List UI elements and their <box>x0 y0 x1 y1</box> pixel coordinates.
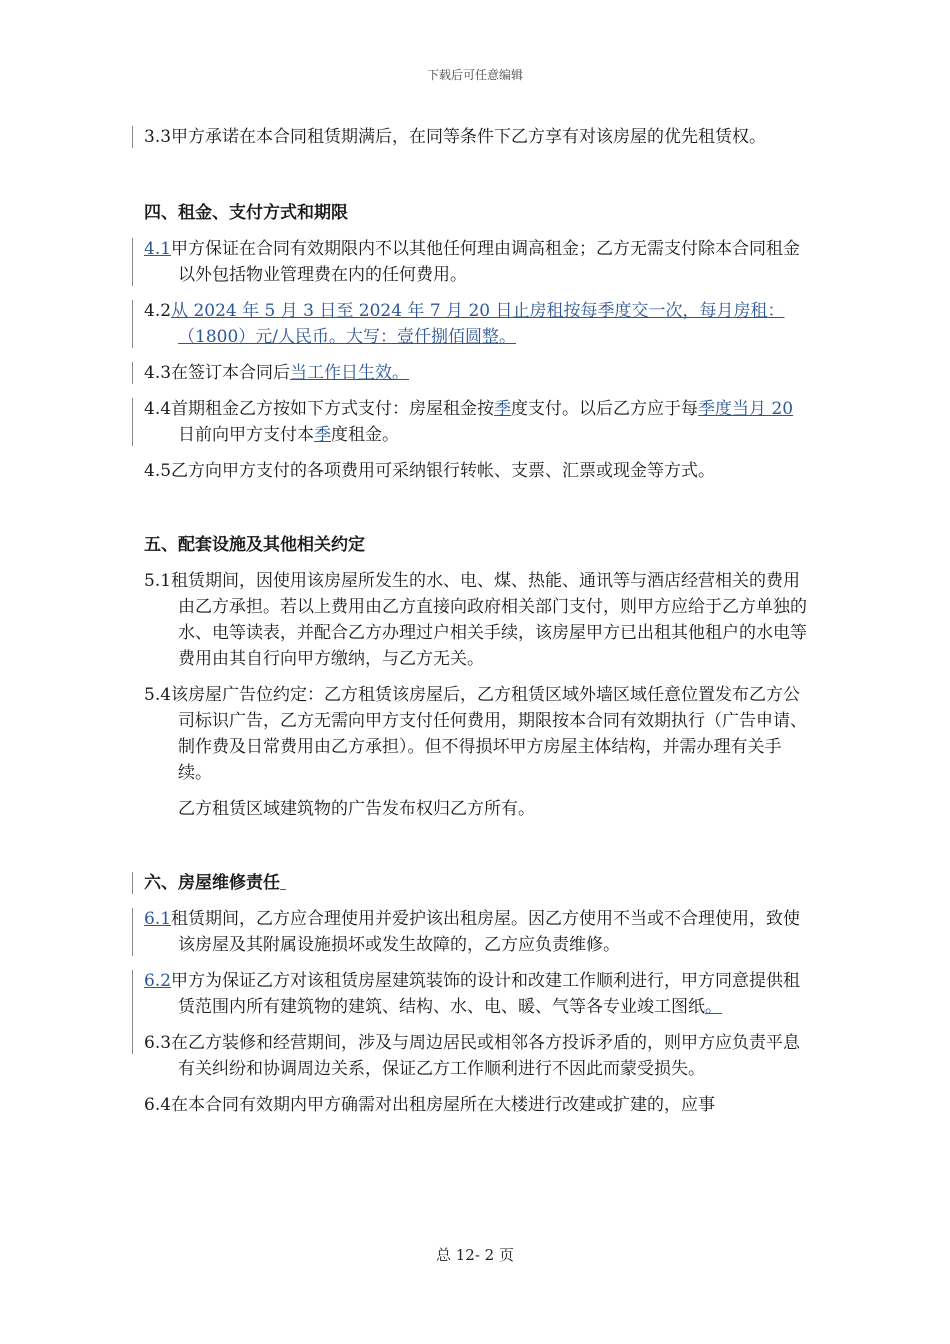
revision-bar <box>132 398 133 446</box>
clause-number: 6.2 <box>144 971 172 991</box>
revision-bar <box>132 1032 133 1054</box>
clause-5-4-continued <box>144 796 814 822</box>
document-body <box>144 124 814 1128</box>
clause-text: 该房屋广告位约定：乙方租赁该房屋后，乙方租赁区域外墙区域任意位置发布乙方公司标识广告，乙方无需向甲方支付任何费用，期限按本合同有效期执行（广告申请、制作费及日常费用由乙方承担）。但不得损坏甲方房屋主体结构，并需办理有关手续。 <box>171 685 807 783</box>
revision-bar <box>132 238 133 286</box>
clause-text: 乙方向甲方支付的各项费用可采纳银行转帐、支票、汇票或现金等方式。 <box>171 461 716 481</box>
clause-6-1 <box>144 906 814 958</box>
clause-4-2 <box>144 298 814 350</box>
clause-6-4 <box>144 1092 814 1118</box>
clause-text: 甲方承诺在本合同租赁期满后，在同等条件下乙方享有对该房屋的优先租赁权。 <box>171 127 767 147</box>
clause-number: 6.4 <box>144 1095 172 1115</box>
section-6-title: 六、房屋维修责任 <box>144 870 814 896</box>
page-footer: 总 12- 2 页 <box>435 1246 514 1264</box>
inserted-text: 季 <box>494 399 512 419</box>
clause-number: 3.3 <box>144 127 172 147</box>
revision-bar <box>132 362 133 384</box>
inserted-text: 季度当月 20 <box>698 399 794 419</box>
clause-4-4 <box>144 396 814 448</box>
clause-text: 首期租金乙方按如下方式支付：房屋租金按 <box>171 399 495 419</box>
clause-text: 度支付。以后乙方应于每 <box>511 399 699 419</box>
revision-bar <box>132 300 133 348</box>
clause-text: 甲方保证在合同有效期限内不以其他任何理由调高租金；乙方无需支付除本合同租金以外包括物业管理费在内的任何费用。 <box>171 239 801 285</box>
clause-5-4 <box>144 682 814 786</box>
inserted-text: 。 <box>705 997 722 1017</box>
clause-number: 4.1 <box>144 239 172 259</box>
inserted-text: 季 <box>314 425 331 445</box>
clause-3-3 <box>144 124 814 150</box>
revision-bar <box>132 872 133 894</box>
clause-number: 5.1 <box>144 571 172 591</box>
inserted-mark <box>280 873 286 893</box>
clause-4-3 <box>144 360 814 386</box>
inserted-text: 从 2024 年 5 月 3 日至 2024 年 7 月 20 日止房租按每季度交一次，每月房租：（1800）元/人民币。大写：壹仟捌佰圆整。 <box>171 301 785 347</box>
clause-text: 度租金。 <box>331 425 399 445</box>
clause-text: 乙方租赁区域建筑物的广告发布权归乙方所有。 <box>178 799 535 819</box>
inserted-text: 当工作日生效。 <box>290 363 410 383</box>
clause-5-1 <box>144 568 814 672</box>
revision-bar <box>132 126 133 148</box>
revision-bar <box>132 908 133 956</box>
clause-text: 在本合同有效期内甲方确需对出租房屋所在大楼进行改建或扩建的，应事 <box>171 1095 716 1115</box>
clause-number: 4.4 <box>144 399 172 419</box>
page-header: 下载后可任意编辑 <box>426 68 523 82</box>
clause-text: 日前向甲方支付本 <box>178 425 314 445</box>
clause-number: 4.5 <box>144 461 172 481</box>
section-5-title: 五、配套设施及其他相关约定 <box>144 535 365 555</box>
clause-text: 在签订本合同后 <box>171 363 291 383</box>
clause-number: 5.4 <box>144 685 172 705</box>
clause-6-3 <box>144 1030 814 1082</box>
section-4-title: 四、租金、支付方式和期限 <box>144 203 348 223</box>
clause-number: 4.2 <box>144 301 172 321</box>
clause-6-2 <box>144 968 814 1020</box>
clause-number: 6.3 <box>144 1033 172 1053</box>
clause-text: 租赁期间，乙方应合理使用并爱护该出租房屋。因乙方使用不当或不合理使用，致使该房屋及其附属设施损坏或发生故障的，乙方应负责维修。 <box>171 909 801 955</box>
clause-4-5 <box>144 458 814 484</box>
clause-4-1 <box>144 236 814 288</box>
clause-text: 甲方为保证乙方对该租赁房屋建筑装饰的设计和改建工作顺利进行，甲方同意提供租赁范围内所有建筑物的建筑、结构、水、电、暖、气等各专业竣工图纸 <box>171 971 801 1017</box>
clause-text: 在乙方装修和经营期间，涉及与周边居民或相邻各方投诉矛盾的，则甲方应负责平息有关纠纷和协调周边关系，保证乙方工作顺利进行不因此而蒙受损失。 <box>171 1033 801 1079</box>
clause-text: 租赁期间，因使用该房屋所发生的水、电、煤、热能、通讯等与酒店经营相关的费用由乙方承担。若以上费用由乙方直接向政府相关部门支付，则甲方应给于乙方单独的水、电等读表，并配合乙方办理过户相关手续，该房屋甲方已出租其他租户的水电等费用由其自行向甲方缴纳，与乙方无关。 <box>171 571 807 669</box>
clause-number: 6.1 <box>144 909 172 929</box>
clause-number: 4.3 <box>144 363 172 383</box>
